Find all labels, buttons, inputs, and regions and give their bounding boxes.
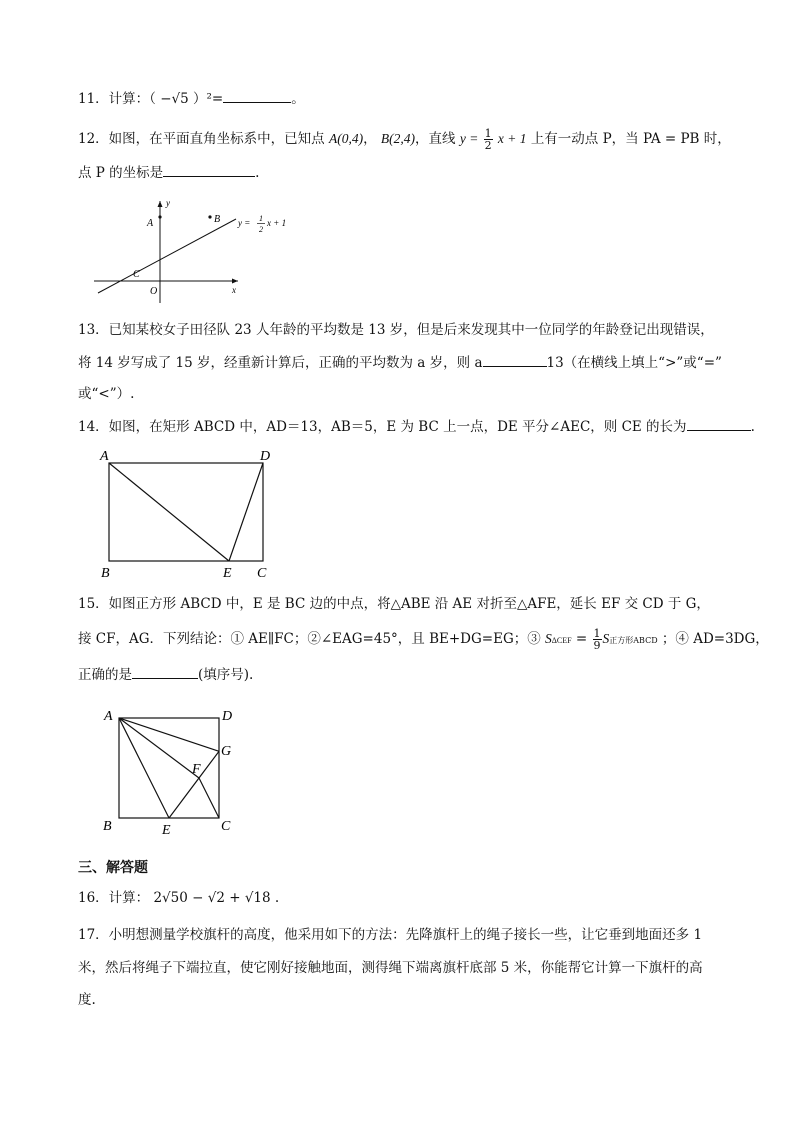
q13-line1: 13．已知某校女子田径队 23 人年龄的平均数是 13 岁，但是后来发现其中一位同学的年龄登记出现错误，: [78, 322, 714, 338]
fig12-x-label: x: [232, 285, 236, 295]
q12-point-a: A(0,4): [328, 131, 364, 146]
q12-line1: 12．如图，在平面直角坐标系中，已知点 A(0,4)， B(2,4)，直线 y = $\frac{1}{2}$ x + 1 上有一动点 P，当 PA = PB 时，: [78, 127, 731, 152]
fig14-label-e: E: [223, 566, 232, 581]
q15-fraction: [593, 628, 602, 651]
fig14-label-b: B: [101, 566, 110, 581]
q12-frac-den: 2: [484, 139, 492, 152]
fig15-label-d: D: [222, 709, 233, 724]
fig12-eq-right: x + 1: [267, 218, 287, 228]
fig14-label-a: A: [100, 449, 109, 464]
figure-12-coordinate-plane: [90, 195, 300, 311]
point-b-dot: [208, 215, 211, 218]
q12-point-b: B(2,4): [380, 131, 416, 146]
figure-15-square: [98, 700, 248, 844]
fig12-label-a: A: [147, 218, 154, 229]
point-a-dot: [158, 215, 161, 218]
fig12-eq-den: 2: [259, 225, 263, 234]
q15-line3a: 正确的是: [78, 667, 132, 683]
q15-s-right-sub: 正方形ABCD: [609, 636, 658, 645]
figure-14-rectangle: [96, 443, 286, 587]
fig15-label-f: F: [192, 762, 201, 777]
q15-line3b: (填序号).: [198, 667, 254, 683]
segment-de: [229, 463, 263, 561]
q12-mid: ，直线: [415, 131, 456, 147]
fig15-label-e: E: [162, 823, 171, 838]
fig14-label-d: D: [260, 449, 271, 464]
q15-s-left-sub: ΔCEF: [551, 636, 572, 645]
q14-text: 14．如图，在矩形 ABCD 中，AD＝13，AB＝5，E 为 BC 上一点，DE 平分∠AEC，则 CE 的长为: [78, 419, 687, 435]
fig15-label-b: B: [103, 819, 112, 834]
q16: 16．计算： 2√50 − √2 + √18 .: [78, 890, 280, 906]
q15-s-right: S: [602, 631, 610, 646]
q12-suffix: 上有一动点 P，当 PA = PB 时，: [530, 131, 731, 147]
q12-frac-num: 1: [484, 127, 492, 140]
q11: [78, 88, 305, 109]
q12-eq-right: x + 1: [497, 131, 527, 146]
q13-line2a: 将 14 岁写成了 15 岁，经重新计算后，正确的平均数为 a 岁，则 a: [78, 355, 483, 371]
q17-line1: 17．小明想测量学校旗杆的高度，他采用如下的方法：先降旗杆上的绳子接长一些，让它垂到地面还多 1: [78, 927, 703, 943]
fig12-label-o: O: [150, 286, 158, 297]
rectangle-abcd: [109, 463, 263, 561]
q15-frac-num: 1: [593, 627, 601, 640]
q15-line2a: 接 CF，AG．下列结论：① AE∥FC；②∠EAG=45°，且 BE+DG=EG；③: [78, 631, 541, 647]
fig15-label-g: G: [221, 744, 232, 759]
x-axis-arrow: [232, 279, 238, 284]
fig12-eq-num: 1: [259, 214, 263, 223]
q12-line2-end: .: [255, 165, 260, 181]
q12-eq-left: y =: [459, 131, 479, 146]
fig12-label-b: B: [214, 214, 221, 225]
q14: [78, 416, 755, 437]
q13-line2: [78, 352, 722, 373]
q17-line2: 米，然后将绳子下端拉直，使它刚好接触地面，测得绳下端离旗杆底部 5 米，你能帮它计算一下旗杆的高: [78, 960, 703, 976]
fig15-label-c: C: [221, 819, 231, 834]
q15-eq: =: [575, 631, 588, 647]
segment-ae: [109, 463, 229, 561]
q12-answer-blank[interactable]: [163, 162, 255, 177]
q15-line3: [78, 664, 253, 685]
segment-af: [119, 718, 199, 778]
segment-ag: [119, 718, 219, 751]
line-y-half-x-plus-1: [98, 219, 236, 293]
q15-line1: 15．如图正方形 ABCD 中，E 是 BC 边的中点，将△ABE 沿 AE 对折至△AFE，延长 EF 交 CD 于 G，: [78, 596, 710, 612]
fig15-label-a: A: [104, 709, 113, 724]
q11-text: 11．计算：（ −√5 ）²=: [78, 91, 224, 107]
segment-ae: [119, 718, 169, 818]
square-abcd: [119, 718, 219, 818]
q13-line2b: 13（在横线上填上“>”或“=”: [546, 355, 722, 371]
q12-prefix: 12．如图，在平面直角坐标系中，已知点: [78, 131, 325, 147]
segment-fc: [199, 778, 219, 818]
fig12-label-c: C: [133, 269, 140, 280]
q15-line2: [78, 628, 769, 651]
fig12-eq-left: y =: [238, 218, 251, 228]
q15-line2b: ；④ AD=3DG，: [661, 631, 769, 647]
y-axis-arrow: [158, 201, 163, 207]
q13-line3: 或“<”）.: [78, 386, 135, 402]
q12-line2-text: 点 P 的坐标是: [78, 165, 164, 181]
fig12-y-label: y: [166, 198, 170, 208]
q15-s-left: S: [545, 631, 552, 646]
q11-end: 。: [291, 91, 305, 107]
q12-fraction: [484, 128, 493, 151]
q11-answer-blank[interactable]: [223, 88, 291, 103]
q14-end: .: [750, 419, 755, 435]
q13-answer-blank[interactable]: [483, 352, 547, 367]
q15-answer-blank[interactable]: [132, 664, 198, 679]
q17-line3: 度.: [78, 992, 96, 1008]
section-3-title: 三、解答题: [78, 860, 148, 876]
q14-answer-blank[interactable]: [687, 416, 751, 431]
q12-line2: [78, 162, 259, 183]
fig14-label-c: C: [257, 566, 267, 581]
q15-frac-den: 9: [593, 639, 601, 652]
